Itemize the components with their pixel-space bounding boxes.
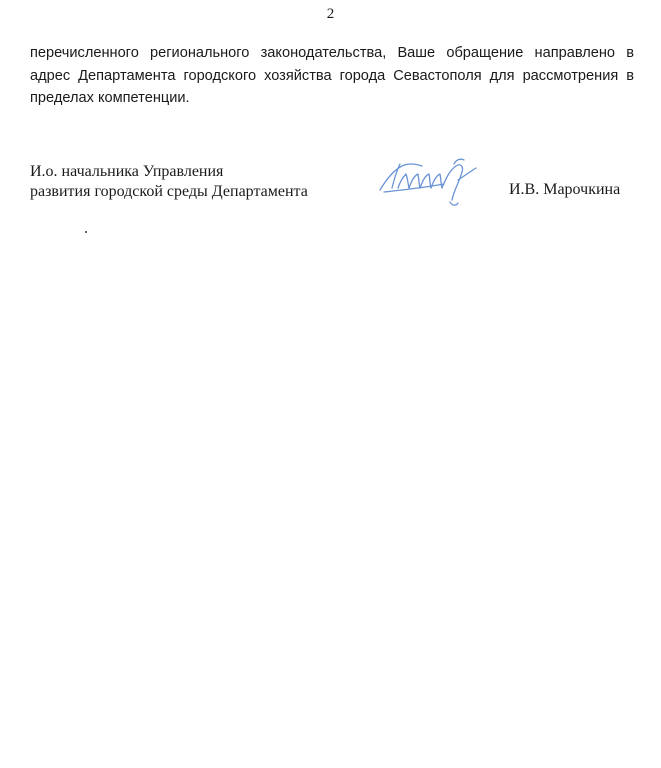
body-paragraph: перечисленного регионального законодательства, Ваше обращение направлено в адрес Департамента городского хозяйства города Севастополя для рассмотрения в пределах компетенции. xyxy=(30,45,634,106)
signatory-title-line-1: И.о. начальника Управления xyxy=(30,163,224,180)
signatory-title-line-2: развития городской среды Департамента xyxy=(30,183,308,200)
page-number: 2 xyxy=(326,6,335,22)
signatory-name: И.В. Марочкина xyxy=(509,181,621,198)
handwritten-signature xyxy=(372,150,482,208)
signatory-title xyxy=(30,162,308,202)
scan-speck xyxy=(85,231,87,233)
